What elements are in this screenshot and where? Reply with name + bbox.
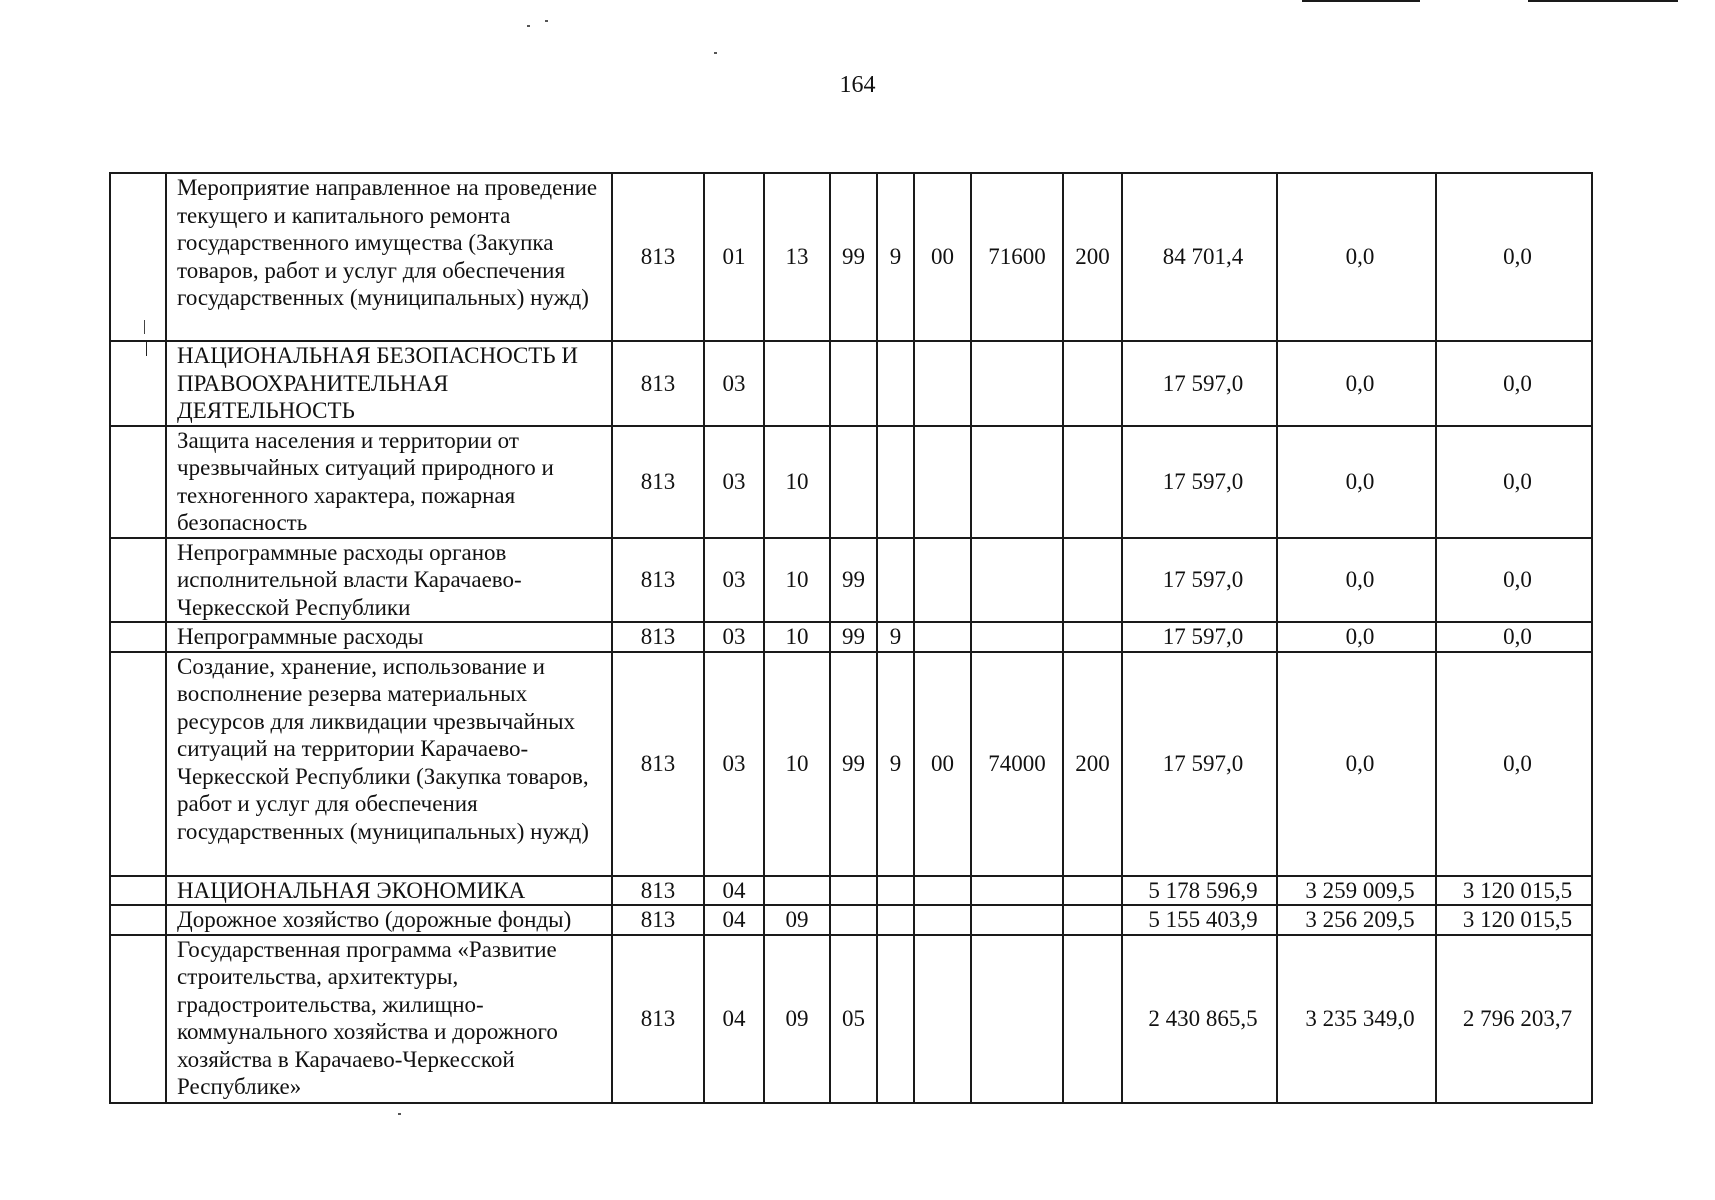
program-code-cell xyxy=(830,426,877,538)
vr-code-cell xyxy=(1063,538,1122,623)
table-row xyxy=(110,876,1592,906)
table-row xyxy=(110,935,1592,1103)
direction-code-cell xyxy=(914,935,971,1103)
expense-code-cell: 74000 xyxy=(971,652,1063,876)
direction-code-cell: 00 xyxy=(914,173,971,341)
page-number: 164 xyxy=(839,72,876,98)
subprogram-code-cell: 9 xyxy=(877,652,914,876)
expense-code-cell xyxy=(971,341,1063,426)
expense-code-cell: 71600 xyxy=(971,173,1063,341)
subprogram-code-cell xyxy=(877,935,914,1103)
program-code-cell xyxy=(830,905,877,935)
direction-code-cell xyxy=(914,622,971,652)
budget-table-body xyxy=(110,173,1592,1103)
section-code-cell: 04 xyxy=(704,905,764,935)
program-code-cell xyxy=(830,341,877,426)
expense-name-cell: Непрограммные расходы органов исполнительной власти Карачаево-Черкесской Республики xyxy=(166,538,612,623)
vr-code-cell xyxy=(1063,341,1122,426)
vr-code-cell xyxy=(1063,935,1122,1103)
direction-code-cell xyxy=(914,538,971,623)
amount-2022-cell: 5 178 596,9 xyxy=(1122,876,1277,906)
amount-2022-cell: 17 597,0 xyxy=(1122,538,1277,623)
section-code-cell: 03 xyxy=(704,652,764,876)
section-code-cell: 03 xyxy=(704,538,764,623)
expense-name-cell: Государственная программа «Развитие строительства, архитектуры, градостроительства, жилищно-коммунального хозяйства и дорожного хозяйства в Карачаево-Черкесской Республике» xyxy=(166,935,612,1103)
amount-2024-cell: 0,0 xyxy=(1436,538,1592,623)
subprogram-code-cell xyxy=(877,905,914,935)
row-index-cell xyxy=(110,538,166,623)
section-code-cell: 03 xyxy=(704,622,764,652)
vr-code-cell: 200 xyxy=(1063,652,1122,876)
scan-speck xyxy=(527,25,530,27)
expense-name-cell: Непрограммные расходы xyxy=(166,622,612,652)
subsection-code-cell: 13 xyxy=(764,173,830,341)
amount-2023-cell: 0,0 xyxy=(1277,622,1436,652)
row-index-cell xyxy=(110,173,166,341)
table-row xyxy=(110,341,1592,426)
gradm-code-cell: 813 xyxy=(612,935,704,1103)
gradm-code-cell: 813 xyxy=(612,652,704,876)
gradm-code-cell: 813 xyxy=(612,538,704,623)
amount-2023-cell: 3 259 009,5 xyxy=(1277,876,1436,906)
table-row xyxy=(110,652,1592,876)
subprogram-code-cell xyxy=(877,538,914,623)
direction-code-cell xyxy=(914,426,971,538)
row-index-cell xyxy=(110,622,166,652)
amount-2023-cell: 0,0 xyxy=(1277,341,1436,426)
top-edge-rule xyxy=(1528,0,1678,2)
row-index-cell xyxy=(110,426,166,538)
scan-speck xyxy=(398,1113,401,1115)
amount-2023-cell: 3 235 349,0 xyxy=(1277,935,1436,1103)
table-row xyxy=(110,426,1592,538)
row-index-cell xyxy=(110,652,166,876)
program-code-cell: 05 xyxy=(830,935,877,1103)
row-index-cell xyxy=(110,905,166,935)
gradm-code-cell: 813 xyxy=(612,905,704,935)
section-code-cell: 04 xyxy=(704,935,764,1103)
budget-table xyxy=(109,172,1593,1104)
amount-2023-cell: 0,0 xyxy=(1277,426,1436,538)
section-code-cell: 03 xyxy=(704,426,764,538)
table-row xyxy=(110,622,1592,652)
expense-code-cell xyxy=(971,876,1063,906)
amount-2024-cell: 3 120 015,5 xyxy=(1436,876,1592,906)
top-edge-rule xyxy=(1302,0,1420,2)
subsection-code-cell: 10 xyxy=(764,652,830,876)
vr-code-cell: 200 xyxy=(1063,173,1122,341)
table-row xyxy=(110,905,1592,935)
program-code-cell: 99 xyxy=(830,538,877,623)
amount-2024-cell: 0,0 xyxy=(1436,426,1592,538)
section-code-cell: 04 xyxy=(704,876,764,906)
table-row xyxy=(110,173,1592,341)
expense-name-cell: НАЦИОНАЛЬНАЯ ЭКОНОМИКА xyxy=(166,876,612,906)
amount-2024-cell: 2 796 203,7 xyxy=(1436,935,1592,1103)
direction-code-cell xyxy=(914,341,971,426)
gradm-code-cell: 813 xyxy=(612,426,704,538)
amount-2023-cell: 3 256 209,5 xyxy=(1277,905,1436,935)
margin-pencil-mark xyxy=(144,320,145,334)
amount-2023-cell: 0,0 xyxy=(1277,538,1436,623)
amount-2024-cell: 0,0 xyxy=(1436,341,1592,426)
subsection-code-cell xyxy=(764,876,830,906)
subsection-code-cell: 10 xyxy=(764,426,830,538)
amount-2024-cell: 0,0 xyxy=(1436,622,1592,652)
amount-2023-cell: 0,0 xyxy=(1277,652,1436,876)
margin-pencil-mark xyxy=(146,342,147,356)
amount-2022-cell: 17 597,0 xyxy=(1122,341,1277,426)
program-code-cell xyxy=(830,876,877,906)
subsection-code-cell: 10 xyxy=(764,538,830,623)
subsection-code-cell xyxy=(764,341,830,426)
amount-2024-cell: 0,0 xyxy=(1436,173,1592,341)
amount-2022-cell: 17 597,0 xyxy=(1122,426,1277,538)
program-code-cell: 99 xyxy=(830,622,877,652)
expense-code-cell xyxy=(971,538,1063,623)
row-index-cell xyxy=(110,876,166,906)
subsection-code-cell: 09 xyxy=(764,905,830,935)
direction-code-cell xyxy=(914,905,971,935)
amount-2022-cell: 17 597,0 xyxy=(1122,622,1277,652)
amount-2022-cell: 2 430 865,5 xyxy=(1122,935,1277,1103)
gradm-code-cell: 813 xyxy=(612,876,704,906)
subprogram-code-cell xyxy=(877,341,914,426)
vr-code-cell xyxy=(1063,426,1122,538)
vr-code-cell xyxy=(1063,876,1122,906)
program-code-cell: 99 xyxy=(830,652,877,876)
subsection-code-cell: 09 xyxy=(764,935,830,1103)
expense-code-cell xyxy=(971,905,1063,935)
expense-name-cell: Защита населения и территории от чрезвычайных ситуаций природного и техногенного характера, пожарная безопасность xyxy=(166,426,612,538)
subprogram-code-cell: 9 xyxy=(877,173,914,341)
amount-2024-cell: 3 120 015,5 xyxy=(1436,905,1592,935)
amount-2022-cell: 84 701,4 xyxy=(1122,173,1277,341)
vr-code-cell xyxy=(1063,622,1122,652)
expense-code-cell xyxy=(971,935,1063,1103)
subprogram-code-cell xyxy=(877,426,914,538)
expense-code-cell xyxy=(971,622,1063,652)
amount-2024-cell: 0,0 xyxy=(1436,652,1592,876)
scan-speck xyxy=(545,20,548,22)
subsection-code-cell: 10 xyxy=(764,622,830,652)
row-index-cell xyxy=(110,341,166,426)
vr-code-cell xyxy=(1063,905,1122,935)
scan-speck xyxy=(714,52,717,54)
expense-name-cell: НАЦИОНАЛЬНАЯ БЕЗОПАСНОСТЬ И ПРАВООХРАНИТЕЛЬНАЯ ДЕЯТЕЛЬНОСТЬ xyxy=(166,341,612,426)
gradm-code-cell: 813 xyxy=(612,341,704,426)
section-code-cell: 03 xyxy=(704,341,764,426)
subprogram-code-cell xyxy=(877,876,914,906)
expense-code-cell xyxy=(971,426,1063,538)
subprogram-code-cell: 9 xyxy=(877,622,914,652)
expense-name-cell: Мероприятие направленное на проведение текущего и капитального ремонта государственного имущества (Закупка товаров, работ и услуг для обеспечения государственных (муниципальных) нужд) xyxy=(166,173,612,341)
table-row xyxy=(110,538,1592,623)
gradm-code-cell: 813 xyxy=(612,622,704,652)
section-code-cell: 01 xyxy=(704,173,764,341)
expense-name-cell: Создание, хранение, использование и восполнение резерва материальных ресурсов для ликвидации чрезвычайных ситуаций на территории Карачаево-Черкесской Республики (Закупка товаров, работ и услуг для обеспечения государственных (муниципальных) нужд) xyxy=(166,652,612,876)
gradm-code-cell: 813 xyxy=(612,173,704,341)
expense-name-cell: Дорожное хозяйство (дорожные фонды) xyxy=(166,905,612,935)
amount-2023-cell: 0,0 xyxy=(1277,173,1436,341)
direction-code-cell xyxy=(914,876,971,906)
program-code-cell: 99 xyxy=(830,173,877,341)
row-index-cell xyxy=(110,935,166,1103)
direction-code-cell: 00 xyxy=(914,652,971,876)
amount-2022-cell: 17 597,0 xyxy=(1122,652,1277,876)
amount-2022-cell: 5 155 403,9 xyxy=(1122,905,1277,935)
